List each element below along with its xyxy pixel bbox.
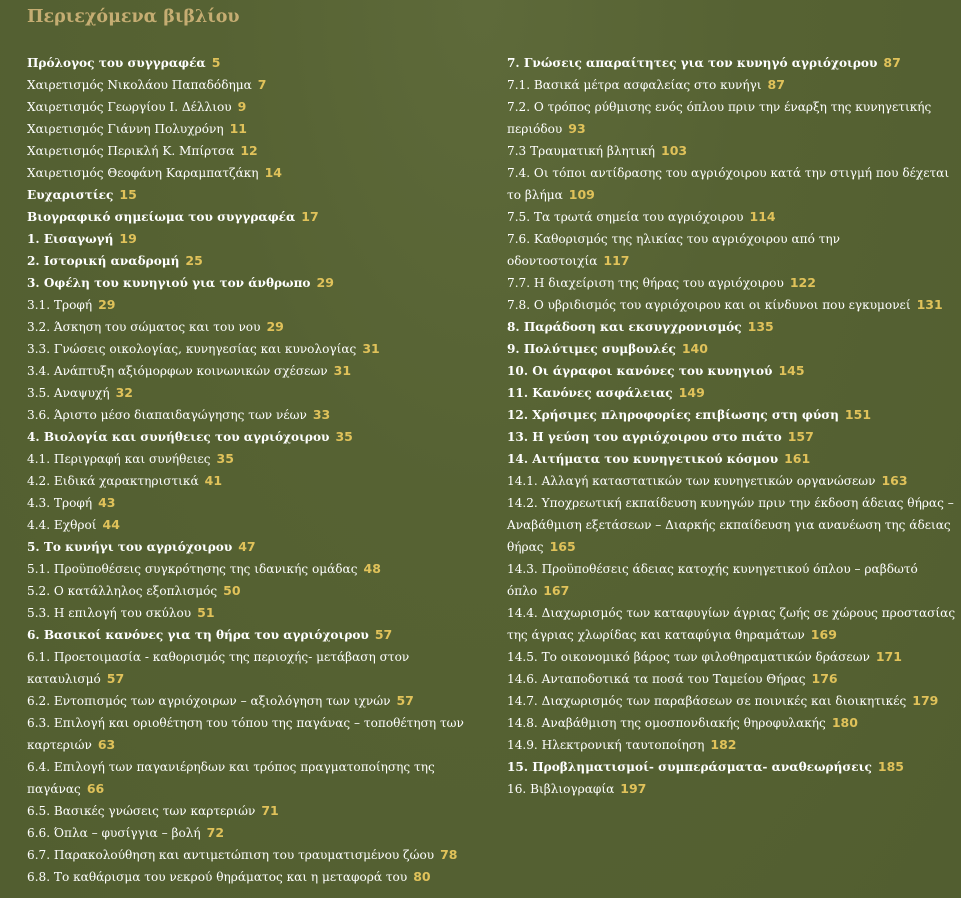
toc-entry-label: 14.2. Υποχρεωτική εκπαίδευση κυνηγών πριν την έκδοση άδειας θήρας – Αναβάθμιση εξετάσεων – Διαρκής εκπαίδευση για ανανέωση της άδειας θήρας <box>507 496 954 554</box>
toc-entry-label: 6.3. Επιλογή και οριοθέτηση του τόπου της παγάνας – τοποθέτηση των καρτεριών <box>27 716 464 752</box>
toc-entry-label: 4.2. Ειδικά χαρακτηριστικά <box>27 474 199 488</box>
toc-page-number: 78 <box>440 847 458 862</box>
toc-entry-label: 14.7. Διαχωρισμός των παραβάσεων σε ποινικές και διοικητικές <box>507 694 907 708</box>
toc-entry-label: Χαιρετισμός Γεωργίου Ι. Δέλλιου <box>27 100 232 114</box>
toc-entry[interactable] <box>27 162 487 184</box>
toc-entry-label: 5.1. Προϋποθέσεις συγκρότησης της ιδανικής ομάδας <box>27 562 358 576</box>
toc-entry[interactable] <box>27 866 487 888</box>
toc-page-number: 87 <box>883 55 901 70</box>
toc-entry[interactable] <box>27 690 487 712</box>
toc-entry[interactable] <box>507 734 957 756</box>
toc-entry-label: Πρόλογος του συγγραφέα <box>27 56 206 70</box>
toc-entry[interactable] <box>507 360 957 382</box>
toc-entry[interactable] <box>507 316 957 338</box>
toc-page-number: 32 <box>115 385 133 400</box>
toc-entry-label: 7.8. Ο υβριδισμός του αγριόχοιρου και οι κίνδυνοι που εγκυμονεί <box>507 298 911 312</box>
toc-entry[interactable] <box>507 756 957 778</box>
toc-page-number: 43 <box>98 495 116 510</box>
toc-entry-label: 10. Οι άγραφοι κανόνες του κυνηγιού <box>507 364 773 378</box>
toc-entry[interactable] <box>27 206 487 228</box>
toc-page-number: 80 <box>413 869 431 884</box>
toc-entry[interactable] <box>507 470 957 492</box>
toc-page-number: 135 <box>747 319 774 334</box>
toc-entry-label: 4.4. Εχθροί <box>27 518 97 532</box>
toc-entry-label: 5.2. Ο κατάλληλος εξοπλισμός <box>27 584 218 598</box>
toc-entry[interactable] <box>27 580 487 602</box>
toc-entry-label: 3.3. Γνώσεις οικολογίας, κυνηγεσίας και κυνολογίας <box>27 342 357 356</box>
toc-entry[interactable] <box>27 96 487 118</box>
toc-entry-label: 7.4. Οι τόποι αντίδρασης του αγριόχοιρου κατά την στιγμή που δέχεται το βλήμα <box>507 166 950 202</box>
toc-page-number: 12 <box>240 143 258 158</box>
toc-entry-label: 6.5. Βασικές γνώσεις των καρτεριών <box>27 804 256 818</box>
toc-entry[interactable] <box>507 294 957 316</box>
toc-entry-label: 6.6. Όπλα – φυσίγγια – βολή <box>27 826 201 840</box>
toc-entry-label: 7.6. Καθορισμός της ηλικίας του αγριόχοιρου από την οδοντοστοιχία <box>507 232 841 268</box>
toc-page-number: 109 <box>568 187 595 202</box>
toc-entry-label: 6. Βασικοί κανόνες για τη θήρα του αγριόχοιρου <box>27 628 369 642</box>
toc-page-number: 48 <box>363 561 381 576</box>
toc-entry[interactable] <box>27 250 487 272</box>
toc-entry[interactable] <box>27 74 487 96</box>
toc-entry[interactable] <box>27 316 487 338</box>
toc-entry-label: 14.4. Διαχωρισμός των καταφυγίων άγριας ζωής σε χώρους προστασίας της άγριας χλωρίδας και καταφύγια θηραμάτων <box>507 606 956 642</box>
toc-entry-label: Χαιρετισμός Περικλή Κ. Μπίρτσα <box>27 144 235 158</box>
toc-entry[interactable] <box>507 162 957 206</box>
toc-entry-label: 5. Το κυνήγι του αγριόχοιρου <box>27 540 233 554</box>
toc-entry-label: 16. Βιβλιογραφία <box>507 782 615 796</box>
toc-page-number: 11 <box>229 121 248 136</box>
toc-entry-label: Χαιρετισμός Νικολάου Παπαδόδημα <box>27 78 252 92</box>
toc-entry[interactable] <box>27 448 487 470</box>
toc-left-column <box>27 52 487 888</box>
toc-page-number: 57 <box>396 693 414 708</box>
toc-page-number: 17 <box>301 209 319 224</box>
toc-entry[interactable] <box>507 558 957 602</box>
toc-entry-label: 14.3. Προϋποθέσεις άδειας κατοχής κυνηγετικού όπλου – ραβδωτό όπλο <box>507 562 918 598</box>
toc-entry-label: 3.5. Αναψυχή <box>27 386 110 400</box>
toc-page-number: 163 <box>881 473 908 488</box>
toc-page-number: 57 <box>374 627 393 642</box>
toc-entry[interactable] <box>27 514 487 536</box>
toc-page-number: 63 <box>97 737 116 752</box>
toc-entry-label: 6.4. Επιλογή των παγανιέρηδων και τρόπος πραγματοποίησης της παγάνας <box>27 760 435 796</box>
toc-entry-label: 3.6. Άριστο μέσο διαπαιδαγώγησης των νέων <box>27 408 307 422</box>
toc-entry[interactable] <box>27 712 487 756</box>
toc-entry-label: 4.3. Τροφή <box>27 496 93 510</box>
toc-entry-label: 6.1. Προετοιμασία - καθορισμός της περιοχής- μετάβαση στον καταυλισμό <box>27 650 410 686</box>
toc-entry[interactable] <box>507 426 957 448</box>
toc-page-number: 197 <box>620 781 647 796</box>
toc-entry[interactable] <box>507 448 957 470</box>
toc-page-number: 103 <box>661 143 688 158</box>
toc-page-number: 185 <box>877 759 904 774</box>
toc-page-number: 5 <box>211 55 221 70</box>
toc-entry-label: Βιογραφικό σημείωμα του συγγραφέα <box>27 210 296 224</box>
toc-right-column <box>507 52 957 800</box>
toc-entry[interactable] <box>27 646 487 690</box>
page-title: Περιεχόμενα βιβλίου <box>27 7 240 27</box>
toc-page-number: 114 <box>749 209 776 224</box>
toc-entry-label: Χαιρετισμός Θεοφάνη Καραμπατζάκη <box>27 166 259 180</box>
toc-entry[interactable] <box>27 624 487 646</box>
toc-entry-label: 13. Η γεύση του αγριόχοιρου στο πιάτο <box>507 430 782 444</box>
toc-entry[interactable] <box>507 668 957 690</box>
toc-entry-label: 6.7. Παρακολούθηση και αντιμετώπιση του τραυματισμένου ζώου <box>27 848 435 862</box>
toc-entry[interactable] <box>507 778 957 800</box>
toc-entry[interactable] <box>27 360 487 382</box>
toc-page-number: 161 <box>784 451 811 466</box>
toc-page-number: 29 <box>266 319 284 334</box>
toc-entry[interactable] <box>27 426 487 448</box>
toc-entry[interactable] <box>27 382 487 404</box>
toc-entry[interactable] <box>27 118 487 140</box>
toc-page-number: 72 <box>206 825 225 840</box>
toc-entry[interactable] <box>27 294 487 316</box>
toc-entry[interactable] <box>507 712 957 734</box>
toc-page-number: 71 <box>261 803 279 818</box>
toc-page-number: 157 <box>787 429 814 444</box>
toc-page-number: 87 <box>767 77 785 92</box>
toc-entry-label: 3.1. Τροφή <box>27 298 93 312</box>
toc-entry-label: 6.2. Εντοπισμός των αγριόχοιρων – αξιολόγηση των ιχνών <box>27 694 391 708</box>
toc-page-number: 167 <box>543 583 570 598</box>
toc-page-number: 57 <box>106 671 125 686</box>
toc-entry-label: 3.4. Ανάπτυξη αξιόμορφων κοινωνικών σχέσεων <box>27 364 328 378</box>
toc-page-number: 35 <box>335 429 353 444</box>
toc-entry-label: 14.9. Ηλεκτρονική ταυτοποίηση <box>507 738 705 752</box>
toc-entry-label: 2. Ιστορική αναδρομή <box>27 254 180 268</box>
toc-page-number: 19 <box>119 231 137 246</box>
toc-entry-label: 8. Παράδοση και εκσυγχρονισμός <box>507 320 742 334</box>
toc-page-number: 182 <box>710 737 737 752</box>
toc-entry[interactable] <box>27 338 487 360</box>
toc-entry-label: 11. Κανόνες ασφάλειας <box>507 386 673 400</box>
toc-entry[interactable] <box>507 206 957 228</box>
toc-page-number: 31 <box>362 341 380 356</box>
toc-entry[interactable] <box>507 140 957 162</box>
toc-page-number: 122 <box>789 275 816 290</box>
toc-entry-label: Χαιρετισμός Γιάννη Πολυχρόνη <box>27 122 224 136</box>
toc-entry[interactable] <box>507 492 957 558</box>
toc-entry-label: 7.5. Τα τρωτά σημεία του αγριόχοιρου <box>507 210 744 224</box>
toc-entry-label: 7.7. Η διαχείριση της θήρας του αγριόχοιρου <box>507 276 784 290</box>
toc-page-number: 151 <box>844 407 872 422</box>
toc-entry[interactable] <box>27 52 487 74</box>
toc-page-number: 44 <box>102 517 120 532</box>
toc-page-number: 169 <box>810 627 837 642</box>
toc-page-number: 179 <box>912 693 939 708</box>
toc-page-number: 93 <box>568 121 586 136</box>
toc-entry[interactable] <box>27 558 487 580</box>
toc-entry[interactable] <box>27 536 487 558</box>
toc-page-number: 131 <box>916 297 943 312</box>
toc-entry-label: 4. Βιολογία και συνήθειες του αγριόχοιρου <box>27 430 330 444</box>
toc-entry[interactable] <box>27 272 487 294</box>
toc-entry[interactable] <box>507 404 957 426</box>
toc-page-number: 149 <box>678 385 705 400</box>
toc-entry[interactable] <box>27 470 487 492</box>
toc-entry-label: 4.1. Περιγραφή και συνήθειες <box>27 452 211 466</box>
toc-page-number: 9 <box>237 99 247 114</box>
toc-entry-label: 7.1. Βασικά μέτρα ασφαλείας στο κυνήγι <box>507 78 762 92</box>
toc-page-number: 50 <box>223 583 241 598</box>
toc-entry[interactable] <box>27 228 487 250</box>
toc-page-number: 165 <box>549 539 576 554</box>
toc-page-number: 31 <box>333 363 352 378</box>
toc-page-number: 176 <box>811 671 838 686</box>
toc-page-number: 41 <box>204 473 223 488</box>
toc-entry-label: 14.1. Αλλαγή καταστατικών των κυνηγετικών οργανώσεων <box>507 474 876 488</box>
toc-entry-label: 7.2. Ο τρόπος ρύθμισης ενός όπλου πριν την έναρξη της κυνηγετικής περιόδου <box>507 100 932 136</box>
toc-entry[interactable] <box>27 822 487 844</box>
toc-page-number: 140 <box>681 341 708 356</box>
toc-page-number: 7 <box>257 77 267 92</box>
toc-entry[interactable] <box>27 800 487 822</box>
toc-page-number: 15 <box>119 187 137 202</box>
toc-entry[interactable] <box>27 184 487 206</box>
toc-entry-label: 1. Εισαγωγή <box>27 232 114 246</box>
toc-page-number: 145 <box>778 363 805 378</box>
toc-entry-label: 5.3. Η επιλογή του σκύλου <box>27 606 192 620</box>
toc-entry[interactable] <box>507 96 957 140</box>
toc-page-number: 35 <box>216 451 234 466</box>
toc-entry[interactable] <box>27 756 487 800</box>
toc-page-number: 47 <box>238 539 256 554</box>
toc-page-number: 180 <box>831 715 858 730</box>
toc-entry-label: 7.3 Τραυματική βλητική <box>507 144 656 158</box>
toc-entry-label: 9. Πολύτιμες συμβουλές <box>507 342 676 356</box>
toc-entry-label: 15. Προβληματισμοί- συμπεράσματα- αναθεωρήσεις <box>507 760 872 774</box>
toc-page-number: 51 <box>197 605 215 620</box>
toc-entry[interactable] <box>507 382 957 404</box>
toc-entry[interactable] <box>27 492 487 514</box>
toc-page-number: 29 <box>98 297 116 312</box>
toc-entry-label: 6.8. Το καθάρισμα του νεκρού θηράματος και η μεταφορά του <box>27 870 408 884</box>
toc-entry[interactable] <box>507 602 957 646</box>
toc-entry[interactable] <box>507 74 957 96</box>
toc-page-number: 25 <box>185 253 203 268</box>
toc-page-number: 33 <box>312 407 331 422</box>
toc-page-number: 171 <box>875 649 902 664</box>
toc-entry-label: 14. Αιτήματα του κυνηγετικού κόσμου <box>507 452 779 466</box>
toc-entry[interactable] <box>27 140 487 162</box>
toc-page-number: 117 <box>603 253 630 268</box>
toc-entry-label: 14.5. Το οικονομικό βάρος των φιλοθηραματικών δράσεων <box>507 650 870 664</box>
toc-entry-label: 7. Γνώσεις απαραίτητες για τον κυνηγό αγριόχοιρου <box>507 56 878 70</box>
toc-page-number: 14 <box>264 165 282 180</box>
toc-entry-label: 3. Οφέλη του κυνηγιού για τον άνθρωπο <box>27 276 311 290</box>
toc-entry-label: 3.2. Άσκηση του σώματος και του νου <box>27 320 261 334</box>
toc-page-number: 29 <box>316 275 334 290</box>
toc-entry-label: Ευχαριστίες <box>27 188 114 202</box>
toc-entry[interactable] <box>27 404 487 426</box>
toc-entry[interactable] <box>507 272 957 294</box>
toc-entry[interactable] <box>507 646 957 668</box>
toc-entry[interactable] <box>507 338 957 360</box>
toc-entry[interactable] <box>27 602 487 624</box>
toc-entry-label: 12. Χρήσιμες πληροφορίες επιβίωσης στη φύση <box>507 408 839 422</box>
toc-entry[interactable] <box>507 690 957 712</box>
toc-page-number: 66 <box>86 781 105 796</box>
toc-entry-label: 14.6. Ανταποδοτικά τα ποσά του Ταμείου Θήρας <box>507 672 806 686</box>
toc-entry[interactable] <box>507 228 957 272</box>
toc-entry[interactable] <box>507 52 957 74</box>
toc-entry[interactable] <box>27 844 487 866</box>
toc-entry-label: 14.8. Αναβάθμιση της ομοσπονδιακής θηροφυλακής <box>507 716 826 730</box>
